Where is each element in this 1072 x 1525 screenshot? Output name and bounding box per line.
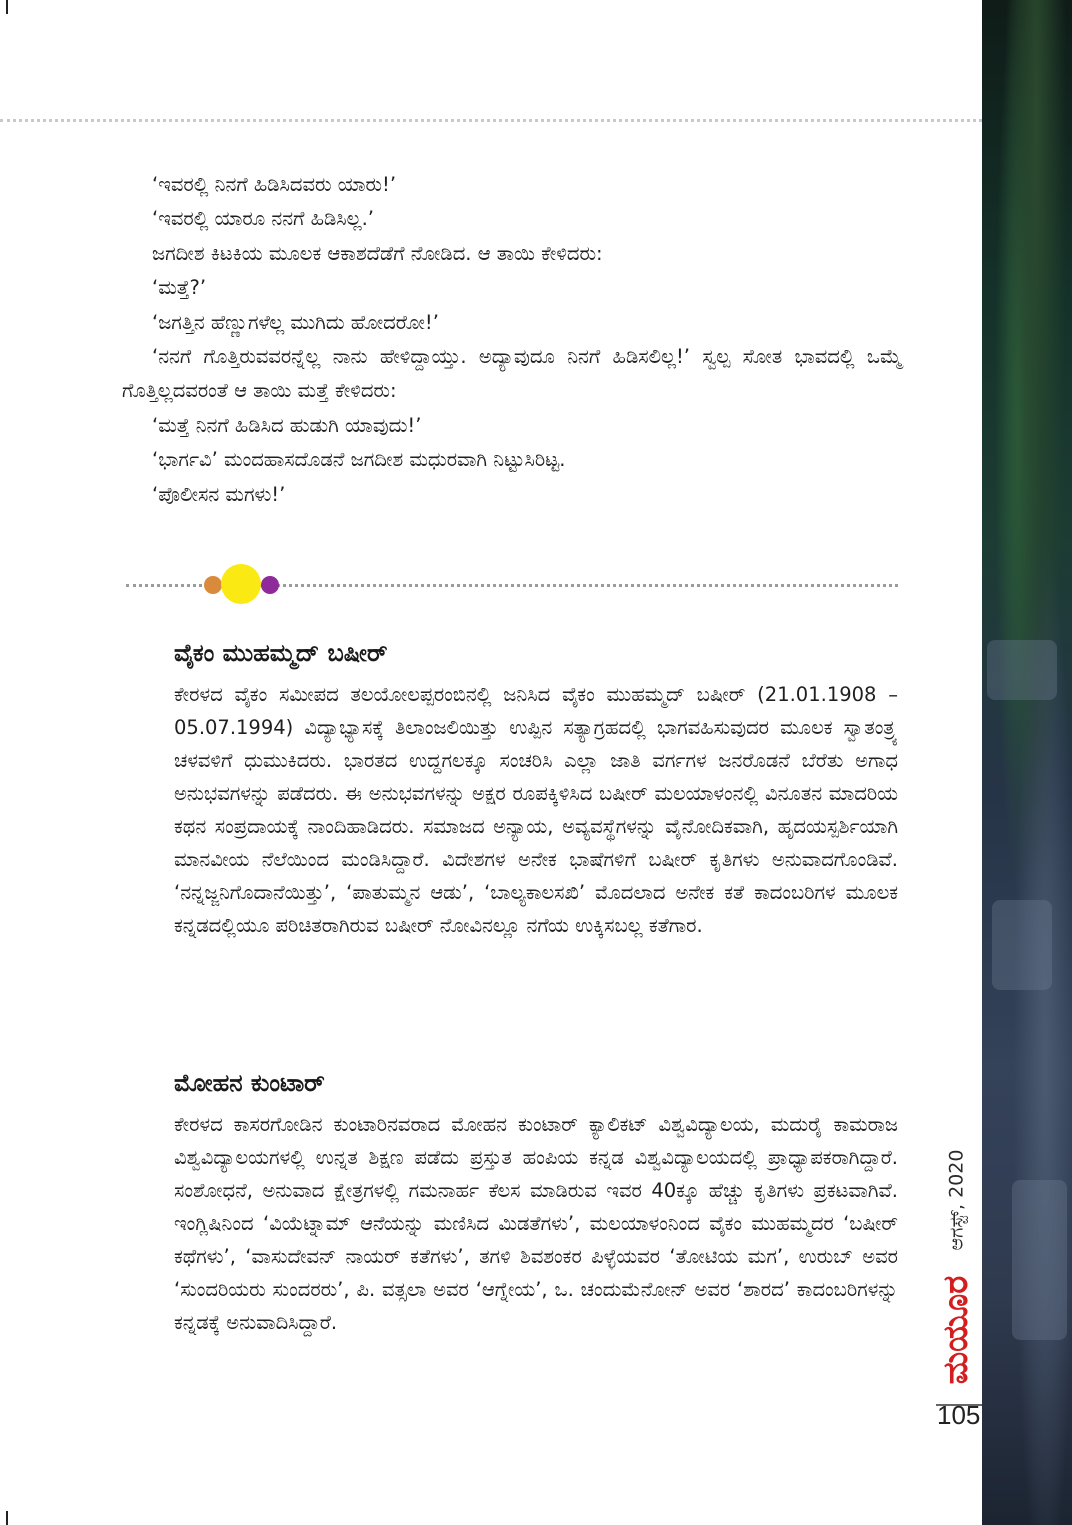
divider-dot-orange [204, 576, 222, 594]
magazine-name: ಮಯೂರ [936, 1275, 976, 1385]
top-dotted-rule [0, 119, 982, 122]
translator-bio-text: ಕೇರಳದ ಕಾಸರಗೋಡಿನ ಕುಂಟಾರಿನವರಾದ ಮೋಹನ ಕುಂಟಾರ್ ಕ್ಯಾಲಿಕಟ್ ವಿಶ್ವವಿದ್ಯಾಲಯ, ಮದುರೈ ಕಾಮರಾಜ ವಿಶ್ವವಿದ್ಯಾಲಯಗಳಲ್ಲಿ ಉನ್ನತ ಶಿಕ್ಷಣ ಪಡೆದು ಪ್ರಸ್ತುತ ಹಂಪಿಯ ಕನ್ನಡ ವಿಶ್ವವಿದ್ಯಾಲಯದಲ್ಲಿ ಪ್ರಾಧ್ಯಾಪಕರಾಗಿದ್ದಾರೆ. ಸಂಶೋಧನೆ, ಅನುವಾದ ಕ್ಷೇತ್ರಗಳಲ್ಲಿ ಗಮನಾರ್ಹ ಕೆಲಸ ಮಾಡಿರುವ ಇವರ 40ಕ್ಕೂ ಹೆಚ್ಚು ಕೃತಿಗಳು ಪ್ರಕಟವಾಗಿವೆ. ಇಂಗ್ಲಿಷಿನಿಂದ ‘ವಿಯೆಟ್ನಾಮ್ ಆನೆಯನ್ನು ಮಣಿಸಿದ ಮಿಡತೆಗಳು’, ಮಲಯಾಳಂನಿಂದ ವೈಕಂ ಮುಹಮ್ಮದರ ‘ಬಷೀರ್ ಕಥೆಗಳು’, ‘ವಾಸುದೇವನ್ ನಾಯರ್ ಕತೆಗಳು’, ತಗಳಿ ಶಿವಶಂಕರ ಪಿಳ್ಳೆಯವರ ‘ತೋಟಿಯ ಮಗ’, ಉರುಬ್ ಅವರ ‘ಸುಂದರಿಯರು ಸುಂದರರು’, ಪಿ. ವತ್ಸಲಾ ಅವರ ‘ಆಗ್ನೇಯ’, ಒ. ಚಂದುಮೆನೋನ್ ಅವರ ‘ಶಾರದ’ ಕಾದಂಬರಿಗಳನ್ನು ಕನ್ನಡಕ್ಕೆ ಅನುವಾದಿಸಿದ್ದಾರೆ. [174, 1113, 898, 1334]
story-line: ‘ಪೊಲೀಸನ ಮಗಳು!’ [152, 482, 286, 506]
page-number: 105 [937, 1400, 981, 1430]
issue-date: ಆಗಸ್ಟ್, 2020 [945, 1149, 967, 1251]
story-line: ‘ಇವರಲ್ಲಿ ಯಾರೂ ನನಗೆ ಹಿಡಿಸಿಲ್ಲ.’ [152, 207, 374, 231]
story-line: ‘ಮತ್ತೆ ನಿನಗೆ ಹಿಡಿಸಿದ ಹುಡುಗಿ ಯಾವುದು!’ [152, 413, 422, 437]
crop-mark-top-left [6, 0, 8, 14]
story-line: ಜಗದೀಶ ಕಿಟಕಿಯ ಮೂಲಕ ಆಕಾಶದೆಡೆಗೆ ನೋಡಿದ. ಆ ತಾಯಿ ಕೇಳಿದರು: [152, 241, 603, 265]
divider-dot-yellow [221, 564, 261, 604]
translator-name: ಮೋಹನ ಕುಂಟಾರ್ [174, 1069, 325, 1097]
story-line: ‘ನನಗೆ ಗೊತ್ತಿರುವವರನ್ನೆಲ್ಲ ನಾನು ಹೇಳಿದ್ದಾಯ್ತು. ಅದ್ಯಾವುದೂ ನಿನಗೆ ಹಿಡಿಸಲಿಲ್ಲ!’ ಸ್ವಲ್ಪ ಸೋತ ಭಾವದಲ್ಲಿ ಒಮ್ಮೆ ಗೊತ್ತಿಲ್ಲದವರಂತೆ ಆ ತಾಯಿ ಮತ್ತೆ ಕೇಳಿದರು: [122, 345, 902, 403]
story-line: ‘ಜಗತ್ತಿನ ಹೆಣ್ಣುಗಳೆಲ್ಲ ಮುಗಿದು ಹೋದರೋ!’ [152, 310, 439, 334]
translator-bio-kuntar [174, 1066, 898, 1339]
author-name: ವೈಕಂ ಮುಹಮ್ಮದ್ ಬಷೀರ್ [174, 639, 388, 667]
story-line: ‘ಮತ್ತೆ?’ [152, 276, 207, 300]
story-line: ‘ಭಾರ್ಗವಿ’ ಮಂದಹಾಸದೊಡನೆ ಜಗದೀಶ ಮಧುರವಾಗಿ ನಿಟ್ಟುಸಿರಿಟ್ಟ. [152, 448, 566, 472]
story-line: ‘ಇವರಲ್ಲಿ ನಿನಗೆ ಹಿಡಿಸಿದವರು ಯಾರು!’ [152, 173, 397, 196]
divider-dot-purple [261, 576, 279, 594]
author-bio-text: ಕೇರಳದ ವೈಕಂ ಸಮೀಪದ ತಲಯೋಲಪ್ಪರಂಬಿನಲ್ಲಿ ಜನಿಸಿದ ವೈಕಂ ಮುಹಮ್ಮದ್ ಬಷೀರ್ (21.01.1908 – 05.07.1994) ವಿದ್ಯಾಭ್ಯಾಸಕ್ಕೆ ತಿಲಾಂಜಲಿಯಿತ್ತು ಉಪ್ಪಿನ ಸತ್ಯಾಗ್ರಹದಲ್ಲಿ ಭಾಗವಹಿಸುವುದರ ಮೂಲಕ ಸ್ವಾತಂತ್ರ್ಯ ಚಳವಳಿಗೆ ಧುಮುಕಿದರು. ಭಾರತದ ಉದ್ದಗಲಕ್ಕೂ ಸಂಚರಿಸಿ ಎಲ್ಲಾ ಜಾತಿ ವರ್ಗಗಳ ಜನರೊಡನೆ ಬೆರೆತು ಅಗಾಧ ಅನುಭವಗಳನ್ನು ಪಡೆದರು. ಈ ಅನುಭವಗಳನ್ನು ಅಕ್ಷರ ರೂಪಕ್ಕಿಳಿಸಿದ ಬಷೀರ್ ಮಲಯಾಳಂನಲ್ಲಿ ವಿನೂತನ ಮಾದರಿಯ ಕಥನ ಸಂಪ್ರದಾಯಕ್ಕೆ ನಾಂದಿಹಾಡಿದರು. ಸಮಾಜದ ಅನ್ಯಾಯ, ಅವ್ಯವಸ್ಥೆಗಳನ್ನು ವೈನೋದಿಕವಾಗಿ, ಹೃದಯಸ್ಪರ್ಶಿಯಾಗಿ ಮಾನವೀಯ ನೆಲೆಯಿಂದ ಮಂಡಿಸಿದ್ದಾರೆ. ವಿದೇಶಗಳ ಅನೇಕ ಭಾಷೆಗಳಿಗೆ ಬಷೀರ್ ಕೃತಿಗಳು ಅನುವಾದಗೊಂಡಿವೆ. ‘ನನ್ನಜ್ಜನಿಗೊದಾನೆಯಿತ್ತು’, ‘ಪಾತುಮ್ಮನ ಆಡು’, ‘ಬಾಲ್ಯಕಾಲಸಖಿ’ ಮೊದಲಾದ ಅನೇಕ ಕತೆ ಕಾದಂಬರಿಗಳ ಮೂಲಕ ಕನ್ನಡದಲ್ಲಿಯೂ ಪರಿಚಿತರಾಗಿರುವ ಬಷೀರ್ ನೋವಿನಲ್ಲೂ ನಗೆಯ ಉಕ್ಕಿಸಬಲ್ಲ ಕತೆಗಾರ. [174, 683, 898, 937]
crop-mark-bottom-left [6, 1511, 8, 1525]
author-bio-basheer [174, 636, 898, 942]
story-excerpt [122, 168, 902, 512]
